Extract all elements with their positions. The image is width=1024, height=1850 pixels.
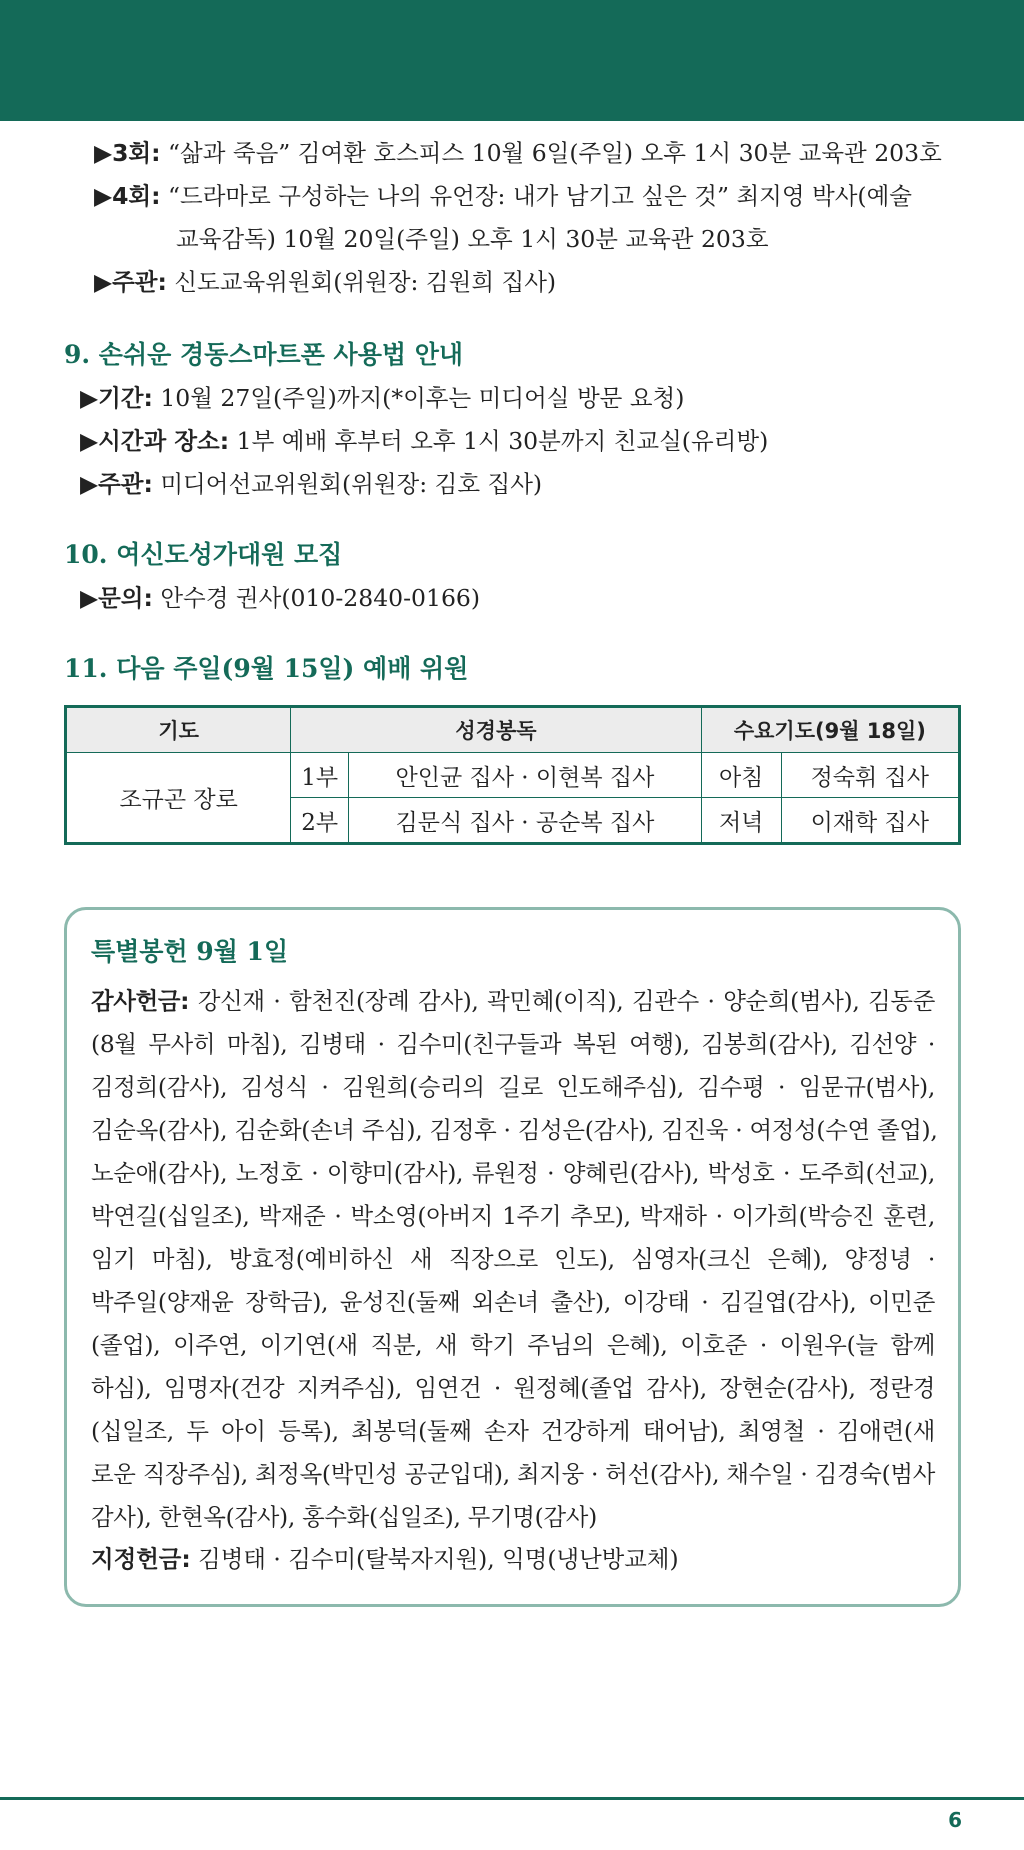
designated-offering: 지정헌금: 김병태 · 김수미(탈북자지원), 익명(냉난방교체) <box>91 1545 679 1573</box>
list-item: ▶주관: 미디어선교위원회(위원장: 김호 집사) <box>80 470 543 498</box>
table-cell: 안인균 집사 · 이현복 집사 <box>349 753 702 798</box>
list-item: ▶기간: 10월 27일(주일)까지(*이후는 미디어실 방문 요청) <box>80 384 685 412</box>
offering-line: 김정희(감사), 김성식 · 김원희(승리의 길로 인도해주심), 김수평 · 임문규(범사), <box>91 1073 935 1101</box>
thanks-offering-list <box>91 980 938 1539</box>
footer-rule <box>0 1797 1024 1800</box>
list-item: ▶3회: “삶과 죽음” 김여환 호스피스 10월 6일(주일) 오후 1시 30분 교육관 203호 <box>94 139 942 167</box>
table-cell: 저녁 <box>701 798 781 844</box>
list-item: ▶4회: “드라마로 구성하는 나의 유언장: 내가 남기고 싶은 것” 최지영 박사(예술 <box>94 182 912 210</box>
column-header: 성경봉독 <box>291 707 702 753</box>
section-heading: 9. 손쉬운 경동스마트폰 사용법 안내 <box>64 340 464 369</box>
offering-line: (십일조, 두 아이 등록), 최봉덕(둘째 손자 건강하게 태어남), 최영철 · 김애련(새 <box>91 1417 935 1445</box>
list-item: ▶문의: 안수경 권사(010-2840-0166) <box>80 584 481 612</box>
list-item-continuation: 교육감독) 10월 20일(주일) 오후 1시 30분 교육관 203호 <box>176 225 769 253</box>
table-cell: 조규곤 장로 <box>66 753 291 844</box>
offering-line: 임기 마침), 방효정(예비하신 새 직장으로 인도), 심영자(크신 은혜), 양정녕 · <box>91 1245 935 1273</box>
table-cell: 아침 <box>701 753 781 798</box>
offering-line: 박연길(십일조), 박재준 · 박소영(아버지 1주기 추모), 박재하 · 이가희(박승진 훈련, <box>91 1202 935 1230</box>
table-cell: 1부 <box>291 753 349 798</box>
offering-line: 감사헌금: 강신재 · 함천진(장례 감사), 곽민혜(이직), 김관수 · 양순희(범사), 김동준 <box>91 987 935 1015</box>
list-item: ▶시간과 장소: 1부 예배 후부터 오후 1시 30분까지 친교실(유리방) <box>80 427 769 455</box>
offering-line: (졸업), 이주연, 이기연(새 직분, 새 학기 주님의 은혜), 이호준 · 이원우(늘 함께 <box>91 1331 935 1359</box>
special-offering-box <box>64 907 961 1607</box>
worship-committee-table <box>64 705 961 845</box>
column-header: 기도 <box>66 707 291 753</box>
column-header: 수요기도(9월 18일) <box>701 707 959 753</box>
offering-line: 노순애(감사), 노정호 · 이향미(감사), 류원정 · 양혜린(감사), 박성호 · 도주희(선교), <box>91 1159 935 1187</box>
section-heading: 10. 여신도성가대원 모집 <box>64 540 343 569</box>
table-cell: 이재학 집사 <box>781 798 959 844</box>
offering-line: 로운 직장주심), 최정옥(박민성 공군입대), 최지웅 · 허선(감사), 채수일 · 김경숙(범사 <box>91 1460 935 1488</box>
top-color-band <box>0 0 1024 121</box>
offering-line: (8월 무사히 마침), 김병태 · 김수미(친구들과 복된 여행), 김봉희(감사), 김선양 · <box>91 1030 935 1058</box>
offering-line: 김순옥(감사), 김순화(손녀 주심), 김정후 · 김성은(감사), 김진욱 · 여정성(수연 졸업), <box>91 1116 938 1144</box>
offering-line: 박주일(양재윤 장학금), 윤성진(둘째 외손녀 출산), 이강태 · 김길엽(감사), 이민준 <box>91 1288 935 1316</box>
offering-line: 감사), 한현옥(감사), 홍수화(십일조), 무기명(감사) <box>91 1503 597 1531</box>
table-cell: 김문식 집사 · 공순복 집사 <box>349 798 702 844</box>
offering-title: 특별봉헌 9월 1일 <box>91 937 289 966</box>
section-heading: 11. 다음 주일(9월 15일) 예배 위원 <box>64 654 469 683</box>
table-row <box>66 753 960 798</box>
table-cell: 2부 <box>291 798 349 844</box>
table-header-row <box>66 707 960 753</box>
list-item: ▶주관: 신도교육위원회(위원장: 김원희 집사) <box>94 268 557 296</box>
offering-line: 하심), 임명자(건강 지켜주심), 임연건 · 원정혜(졸업 감사), 장현순(감사), 정란경 <box>91 1374 935 1402</box>
page-number: 6 <box>948 1808 962 1832</box>
table-cell: 정숙휘 집사 <box>781 753 959 798</box>
